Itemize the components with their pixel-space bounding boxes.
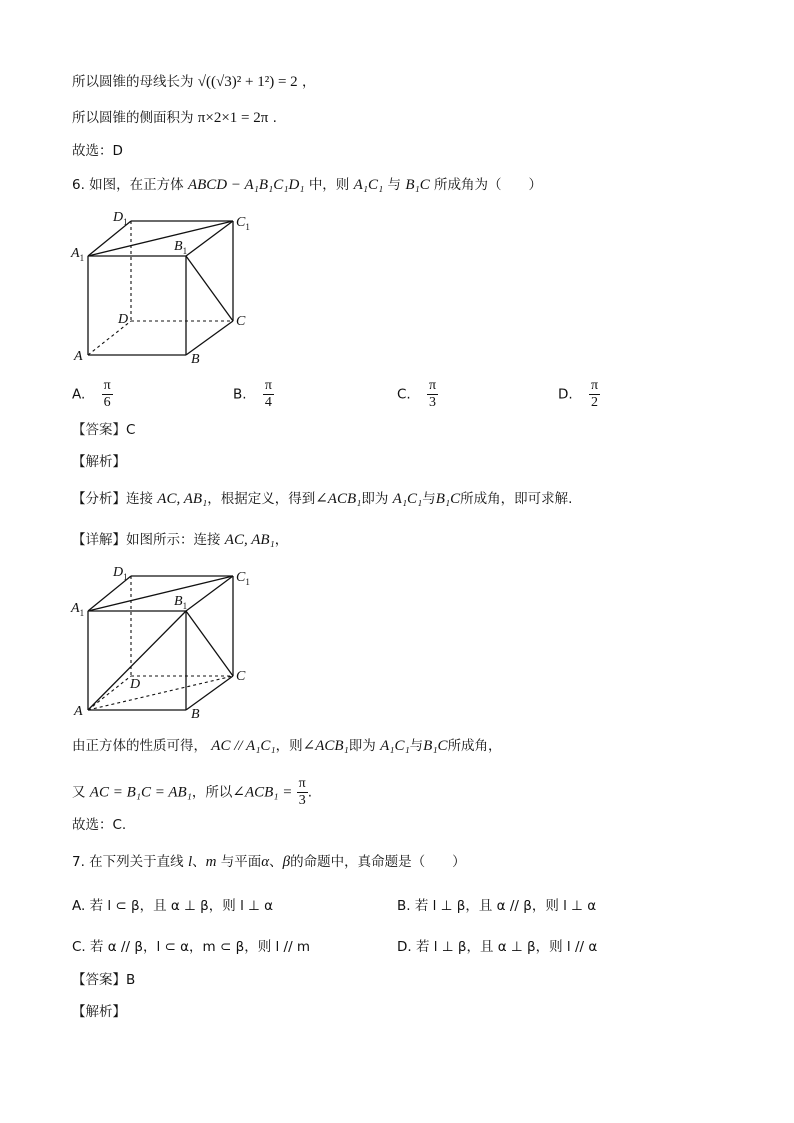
text: 的命题中，真命题是（ ） xyxy=(290,854,466,870)
answer-6 xyxy=(72,420,135,440)
cube-figure-2 xyxy=(66,560,266,725)
math-expression: √((√3)² + 1²) = 2 xyxy=(197,74,298,90)
math: β xyxy=(282,854,291,870)
xiangjie-line xyxy=(72,530,288,550)
xiangjie-label: 【详解】 xyxy=(72,532,126,548)
answer-label: 【答案】 xyxy=(72,972,126,988)
answer-label: 【答案】 xyxy=(72,422,126,438)
lateral-area-line xyxy=(72,108,277,128)
option-7-C[interactable] xyxy=(72,935,310,955)
text: 如图所示：连接 xyxy=(126,532,221,548)
option-text: 若 l ⊂ β，且 α ⊥ β，则 l ⊥ α xyxy=(89,898,274,914)
label-C1: $C_1$ xyxy=(236,570,250,587)
label-A1: $A_1$ xyxy=(71,601,85,618)
label-D: D xyxy=(130,677,141,692)
text: 、 xyxy=(192,854,206,870)
fenxi-label: 【分析】 xyxy=(72,491,126,507)
label-A: A xyxy=(74,349,83,364)
text: ，则 xyxy=(275,738,303,754)
slant-height-line xyxy=(72,72,315,92)
option-letter: C. xyxy=(72,939,86,955)
math: m xyxy=(205,854,217,870)
q6-seg2: B₁C xyxy=(405,177,430,193)
text: . xyxy=(307,784,313,801)
math: B₁C xyxy=(435,491,461,507)
math: AC, AB₁ xyxy=(157,491,208,507)
math: l xyxy=(187,854,193,870)
option-6-D[interactable] xyxy=(558,378,600,411)
option-6-C[interactable] xyxy=(397,378,438,411)
option-letter: B. xyxy=(233,386,247,403)
option-6-A[interactable] xyxy=(72,378,113,411)
label-D: D xyxy=(118,312,129,327)
label-B: B xyxy=(191,352,200,367)
math: B₁C xyxy=(423,738,448,754)
option-letter: D. xyxy=(397,939,412,955)
analysis-label-7: 【解析】 xyxy=(72,1004,126,1020)
math: AC, AB₁ xyxy=(224,532,275,548)
label-B: B xyxy=(191,707,200,722)
label-B1: $B_1$ xyxy=(174,594,188,611)
fraction: $\frac{\pi}{4}$ xyxy=(264,378,272,410)
q6-mid: 中，则 xyxy=(308,177,350,193)
option-7-D[interactable] xyxy=(397,935,597,955)
question-7 xyxy=(72,852,466,872)
fraction-pi-3: $\frac{\pi}{3}$ xyxy=(298,776,306,808)
answer-7 xyxy=(72,970,135,990)
label-B1: $B_1$ xyxy=(174,239,188,256)
option-text: 若 l ⊥ β，且 α // β，则 l ⊥ α xyxy=(414,898,597,914)
text: ，所以 xyxy=(191,784,233,801)
text: 即为 xyxy=(348,738,376,754)
text: 与 xyxy=(409,738,424,754)
q6-cube: ABCD − A₁B₁C₁D₁ xyxy=(187,177,305,193)
option-letter: A. xyxy=(72,386,86,403)
option-letter: B. xyxy=(397,898,411,914)
label-A: A xyxy=(74,704,83,719)
label-C: C xyxy=(236,314,246,329)
text: ， xyxy=(274,532,289,548)
option-letter: A. xyxy=(72,898,86,914)
text: 由正方体的性质可得， xyxy=(72,738,207,754)
also-line xyxy=(72,776,312,809)
label-D1: $D_1$ xyxy=(113,210,128,227)
text: 所成角，即可求解. xyxy=(460,491,573,507)
question-6 xyxy=(72,175,542,195)
option-7-B[interactable] xyxy=(397,894,596,914)
math: α xyxy=(261,854,270,870)
text: 所以圆锥的母线长为 xyxy=(72,74,194,90)
text: 又 xyxy=(72,784,86,801)
math-expression: π×2×1 = 2π xyxy=(197,110,269,126)
text: 7. 在下列关于直线 xyxy=(72,854,184,870)
q6-seg1: A₁C₁ xyxy=(353,177,384,193)
answer-value: C xyxy=(126,422,136,438)
math: AC // A₁C₁ xyxy=(211,738,276,754)
option-letter: C. xyxy=(397,386,411,403)
math: AC = B₁C = AB₁ xyxy=(89,784,192,801)
math: ∠ACB₁ xyxy=(302,738,349,754)
option-text: 若 α // β，l ⊂ α，m ⊂ β，则 l // m xyxy=(90,939,311,955)
answer-value: B xyxy=(126,972,136,988)
text: ，根据定义，得到 xyxy=(207,491,316,507)
label-A1: $A_1$ xyxy=(71,246,85,263)
cube-figure-1 xyxy=(66,205,266,370)
text: 即为 xyxy=(361,491,389,507)
text: 、 xyxy=(269,854,283,870)
option-7-A[interactable] xyxy=(72,894,273,914)
text: 所以圆锥的侧面积为 xyxy=(72,110,194,126)
label-C1: $C_1$ xyxy=(236,215,250,232)
math: ∠ACB₁ xyxy=(315,491,362,507)
choose-line-5: 故选：D xyxy=(72,143,123,159)
text: 与 xyxy=(422,491,436,507)
label-D1: $D_1$ xyxy=(113,565,128,582)
text: 连接 xyxy=(126,491,153,507)
q6-with: 与 xyxy=(387,177,402,193)
q6-end: 所成角为（ ） xyxy=(434,177,542,193)
fraction: $\frac{\pi}{2}$ xyxy=(590,378,599,410)
math: A₁C₁ xyxy=(392,491,423,507)
fraction: $\frac{\pi}{3}$ xyxy=(429,378,437,410)
text: 与平面 xyxy=(220,854,262,870)
math: ∠ACB₁ = xyxy=(232,784,293,801)
option-6-B[interactable] xyxy=(233,378,274,411)
option-letter: D. xyxy=(558,386,573,403)
q6-prefix: 6. 如图，在正方体 xyxy=(72,177,184,193)
option-text: 若 l ⊥ β，且 α ⊥ β，则 l // α xyxy=(415,939,598,955)
math: A₁C₁ xyxy=(380,738,410,754)
label-C: C xyxy=(236,669,246,684)
period: . xyxy=(272,110,277,126)
fraction: $\frac{\pi}{6}$ xyxy=(103,378,111,410)
fenxi-line xyxy=(72,489,572,509)
property-line xyxy=(72,736,502,756)
choose-line-6: 故选：C. xyxy=(72,817,127,833)
comma: ， xyxy=(301,74,316,90)
analysis-label-6: 【解析】 xyxy=(72,454,126,470)
text: 所成角， xyxy=(447,738,502,754)
